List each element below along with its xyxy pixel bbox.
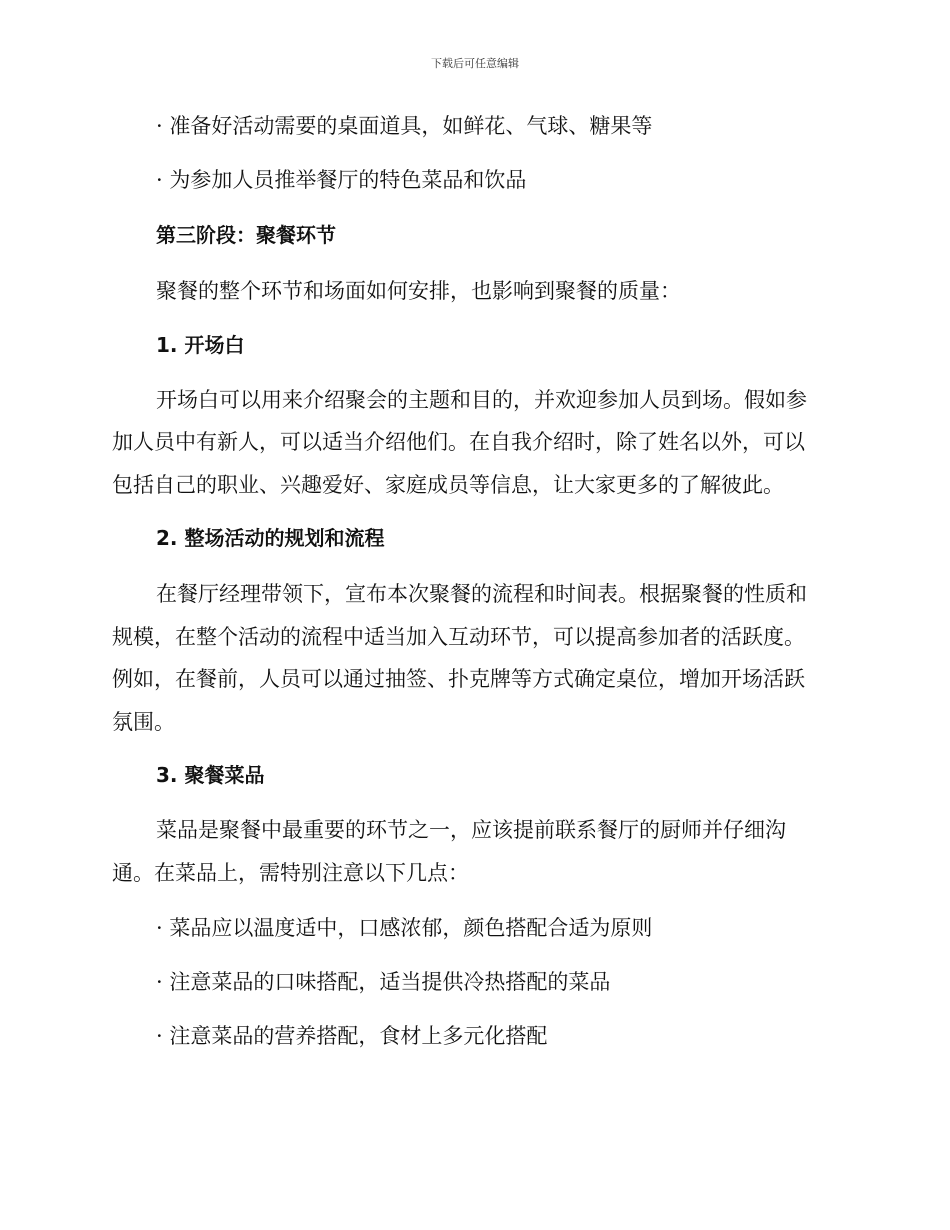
paragraph-plan-line-3: 例如，在餐前，人员可以通过抽签、扑克牌等方式确定桌位，增加开场活跃 — [112, 667, 805, 691]
page-header: 下载后可任意编辑 — [431, 57, 519, 70]
bullet-item-recommend: · 为参加人员推举餐厅的特色菜品和饮品 — [156, 168, 527, 192]
paragraph-opening-line-3: 包括自己的职业、兴趣爱好、家庭成员等信息，让大家更多的了解彼此。 — [112, 473, 784, 497]
paragraph-dishes-line-2: 通。在菜品上，需特别注意以下几点： — [112, 861, 469, 885]
paragraph-opening-line-1: 开场白可以用来介绍聚会的主题和目的，并欢迎参加人员到场。假如参 — [156, 388, 807, 412]
subheading-opening: 1. 开场白 — [156, 333, 245, 357]
section-heading-stage3: 第三阶段：聚餐环节 — [156, 223, 336, 247]
bullet-item-temperature: · 菜品应以温度适中，口感浓郁，颜色搭配合适为原则 — [156, 916, 653, 940]
paragraph-dishes-line-1: 菜品是聚餐中最重要的环节之一，应该提前联系餐厅的厨师并仔细沟 — [156, 818, 786, 842]
paragraph-plan-line-1: 在餐厅经理带领下，宣布本次聚餐的流程和时间表。根据聚餐的性质和 — [156, 582, 807, 606]
paragraph-plan-line-2: 规模，在整个活动的流程中适当加入互动环节，可以提高参加者的活跃度。 — [112, 625, 805, 649]
bullet-item-taste: · 注意菜品的口味搭配，适当提供冷热搭配的菜品 — [156, 970, 611, 994]
subheading-plan: 2. 整场活动的规划和流程 — [156, 526, 385, 550]
bullet-item-props: · 准备好活动需要的桌面道具，如鲜花、气球、糖果等 — [156, 114, 653, 138]
bullet-item-nutrition: · 注意菜品的营养搭配，食材上多元化搭配 — [156, 1024, 548, 1048]
paragraph-plan-line-4: 氛围。 — [112, 710, 175, 734]
paragraph-opening-line-2: 加人员中有新人，可以适当介绍他们。在自我介绍时，除了姓名以外，可以 — [112, 430, 805, 454]
subheading-dishes: 3. 聚餐菜品 — [156, 763, 265, 787]
intro-paragraph: 聚餐的整个环节和场面如何安排，也影响到聚餐的质量： — [156, 279, 681, 303]
